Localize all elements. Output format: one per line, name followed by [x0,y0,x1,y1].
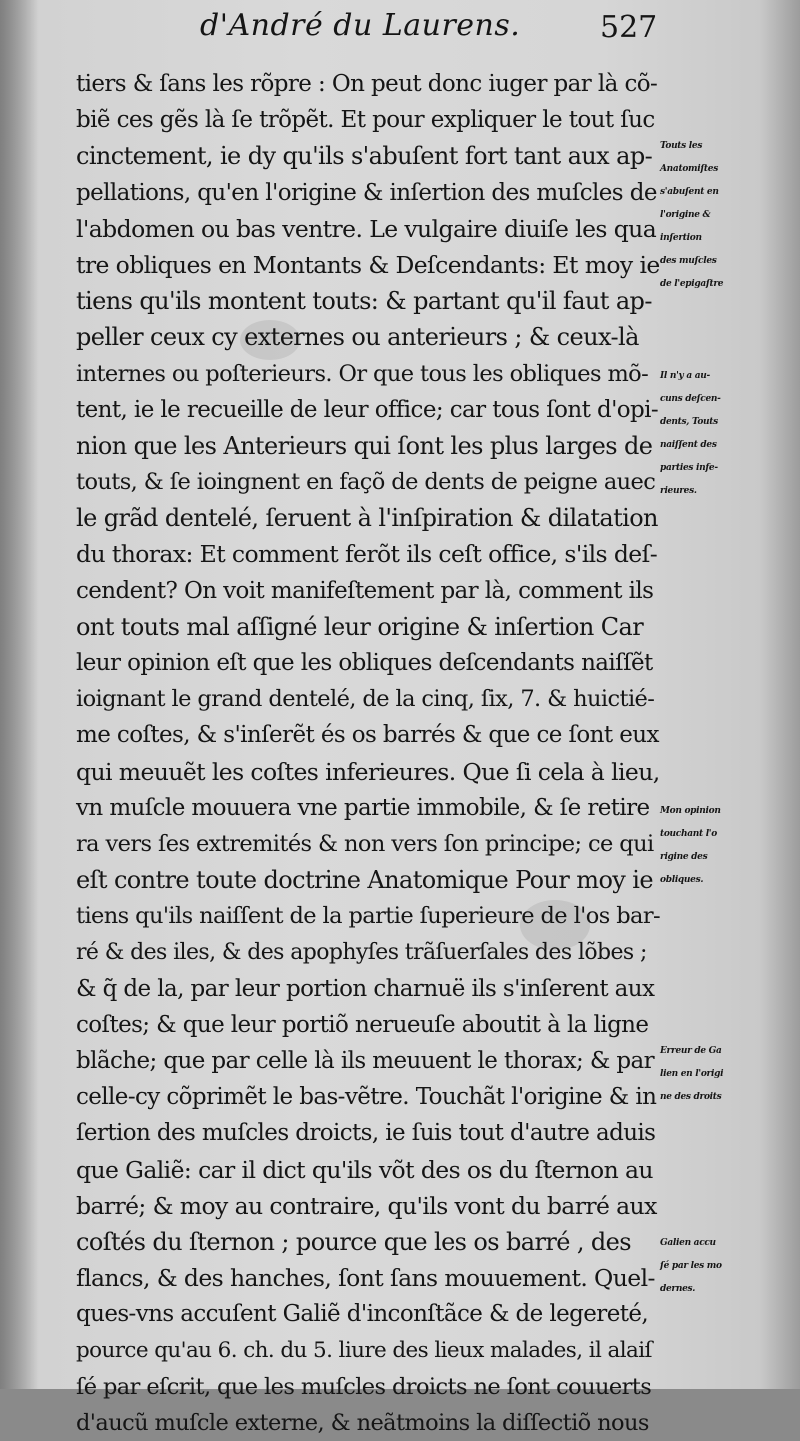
marginal-note-line: cuns deſcen- [660,394,721,404]
marginal-note-galien-accuse [660,1232,800,1301]
text-line: l'abdomen ou bas ventre. Le vulgaire diuiſe les qua [76,214,657,243]
marginal-note-line: des muſcles [660,256,717,266]
marginal-note-line: Galien accu [660,1238,716,1248]
text-line: coſtes; & que leur portiõ nerueuſe aboutit à la ligne [76,1011,649,1038]
text-line: celle-cy cõprimẽt le bas-vẽtre. Touchãt l'origine & in [76,1084,657,1111]
text-line: du thorax: Et comment ferõt ils ceſt office, s'ils deſ- [76,540,658,569]
text-line: ioignant le grand dentelé, de la cinq, ſix, 7. & huictié- [76,686,655,713]
marginal-note-opinion [660,800,800,892]
marginal-note-line: rieures. [660,486,697,496]
marginal-note-line: rigine des [660,852,708,862]
text-line: tiers & ſans les rõpre : On peut donc iuger par là cõ- [76,71,658,97]
text-line: biẽ ces gẽs là ſe trõpẽt. Et pour expliquer le tout ſuc [76,107,655,134]
text-line: tent, ie le recueille de leur office; car tous ſont d'opi- [76,396,659,423]
marginal-note-line: Mon opinion [660,806,721,816]
text-line: pource qu'au 6. ch. du 5. liure des lieux malades, il alaiſ [76,1337,652,1363]
text-line: internes ou poſterieurs. Or que tous les obliques mõ- [76,360,649,387]
text-line: le grãd dentelé, ſeruent à l'inſpiration & dilatation [76,504,658,533]
marginal-note-line: parties infe- [660,463,718,473]
marginal-note-line: ne des droits [660,1092,722,1102]
marginal-note-line: ſé par les mo [660,1261,722,1271]
text-line: blãche; que par celle là ils meuuent le thorax; & par [76,1048,655,1075]
text-line: tiens qu'ils montent touts: & partant qu'il faut ap- [76,287,652,316]
marginal-note-galien-erreur [660,1040,800,1109]
marginal-note-line: Il n'y a au- [660,371,710,381]
text-line: eſt contre toute doctrine Anatomique Pour moy ie [76,866,653,895]
marginal-note-line: dents, Touts [660,417,718,427]
text-line: tiens qu'ils naiſſent de la partie ſuperieure de l'os bar- [76,903,660,930]
marginal-note-line: s'abuſent en [660,187,719,197]
text-line: peller ceux cy externes ou anterieurs ; & ceux-là [76,323,639,352]
marginal-note-line: touchant l'o [660,829,717,839]
text-line: ré & des iles, & des apophyſes trãſuerſales des lõbes ; [76,939,647,965]
marginal-note-line: dernes. [660,1284,696,1294]
marginal-note-descendents [660,365,800,503]
marginal-note-line: inſertion [660,233,702,243]
text-line: tre obliques en Montants & Deſcendants: Et moy ie [76,250,660,279]
text-line: cinctement, ie dy qu'ils s'abuſent fort tant aux ap- [76,142,653,171]
text-line: vn muſcle mouuera vne partie immobile, & ſe retire [76,794,650,821]
text-line: cendent? On voit manifeſtement par là, comment ils [76,577,654,604]
text-line: qui meuuẽt les coſtes inferieures. Que ſi cela à lieu, [76,757,660,786]
text-line: d'aucũ muſcle externe, & neãtmoins la diſſectiõ nous [76,1409,649,1436]
text-line: ſertion des muſcles droicts, ie ſuis tout d'autre aduis [76,1120,656,1147]
text-line: ra vers ſes extremités & non vers ſon principe; ce qui [76,830,654,857]
text-line: leur opinion eſt que les obliques deſcendants naiſſẽt [76,650,653,676]
text-line: me coſtes, & s'inſerẽt és os barrés & que ce ſont eux [76,722,659,749]
main-text-block [76,66,660,1441]
text-line: coſtés du ſternon ; pource que les os barré , des [76,1228,632,1256]
marginal-note-line: de l'epigaſtre [660,279,724,289]
text-line: flancs, & des hanches, ſont ſans mouuement. Quel- [76,1264,655,1293]
page-number: 527 [600,10,658,45]
marginal-note-line: obliques. [660,875,704,885]
marginal-note-line: l'origine & [660,210,711,220]
marginal-note-line: lien en l'origi [660,1069,724,1079]
text-line: & q̃ de la, par leur portion charnuë ils s'inſerent aux [76,975,655,1002]
text-line: pellations, qu'en l'origine & inſertion des muſcles de [76,179,657,206]
text-line: que Galiẽ: car il dict qu'ils võt des os du ſternon au [76,1155,653,1184]
marginal-note-line: Erreur de Ga [660,1046,722,1056]
marginal-note-line: Anatomiſtes [660,164,718,174]
text-line: nion que les Anterieurs qui ſont les plus larges de [76,431,653,460]
marginal-note-line: naiſſent des [660,440,717,450]
text-line: ont touts mal aſſigné leur origine & inſertion Car [76,612,644,641]
text-line: touts, & ſe ioingnent en façõ de dents de peigne auec [76,469,656,496]
marginal-note-line: Touts les [660,141,703,151]
text-line: barré; & moy au contraire, qu'ils vont du barré aux [76,1191,657,1220]
text-line: ques-vns accuſent Galiẽ d'inconſtãce & de legereté, [76,1301,649,1328]
running-head: d'André du Laurens. [200,8,521,43]
text-line: ſé par eſcrit, que les muſcles droicts ne ſont couuerts [76,1373,652,1400]
marginal-note-anatomistes [660,135,800,296]
